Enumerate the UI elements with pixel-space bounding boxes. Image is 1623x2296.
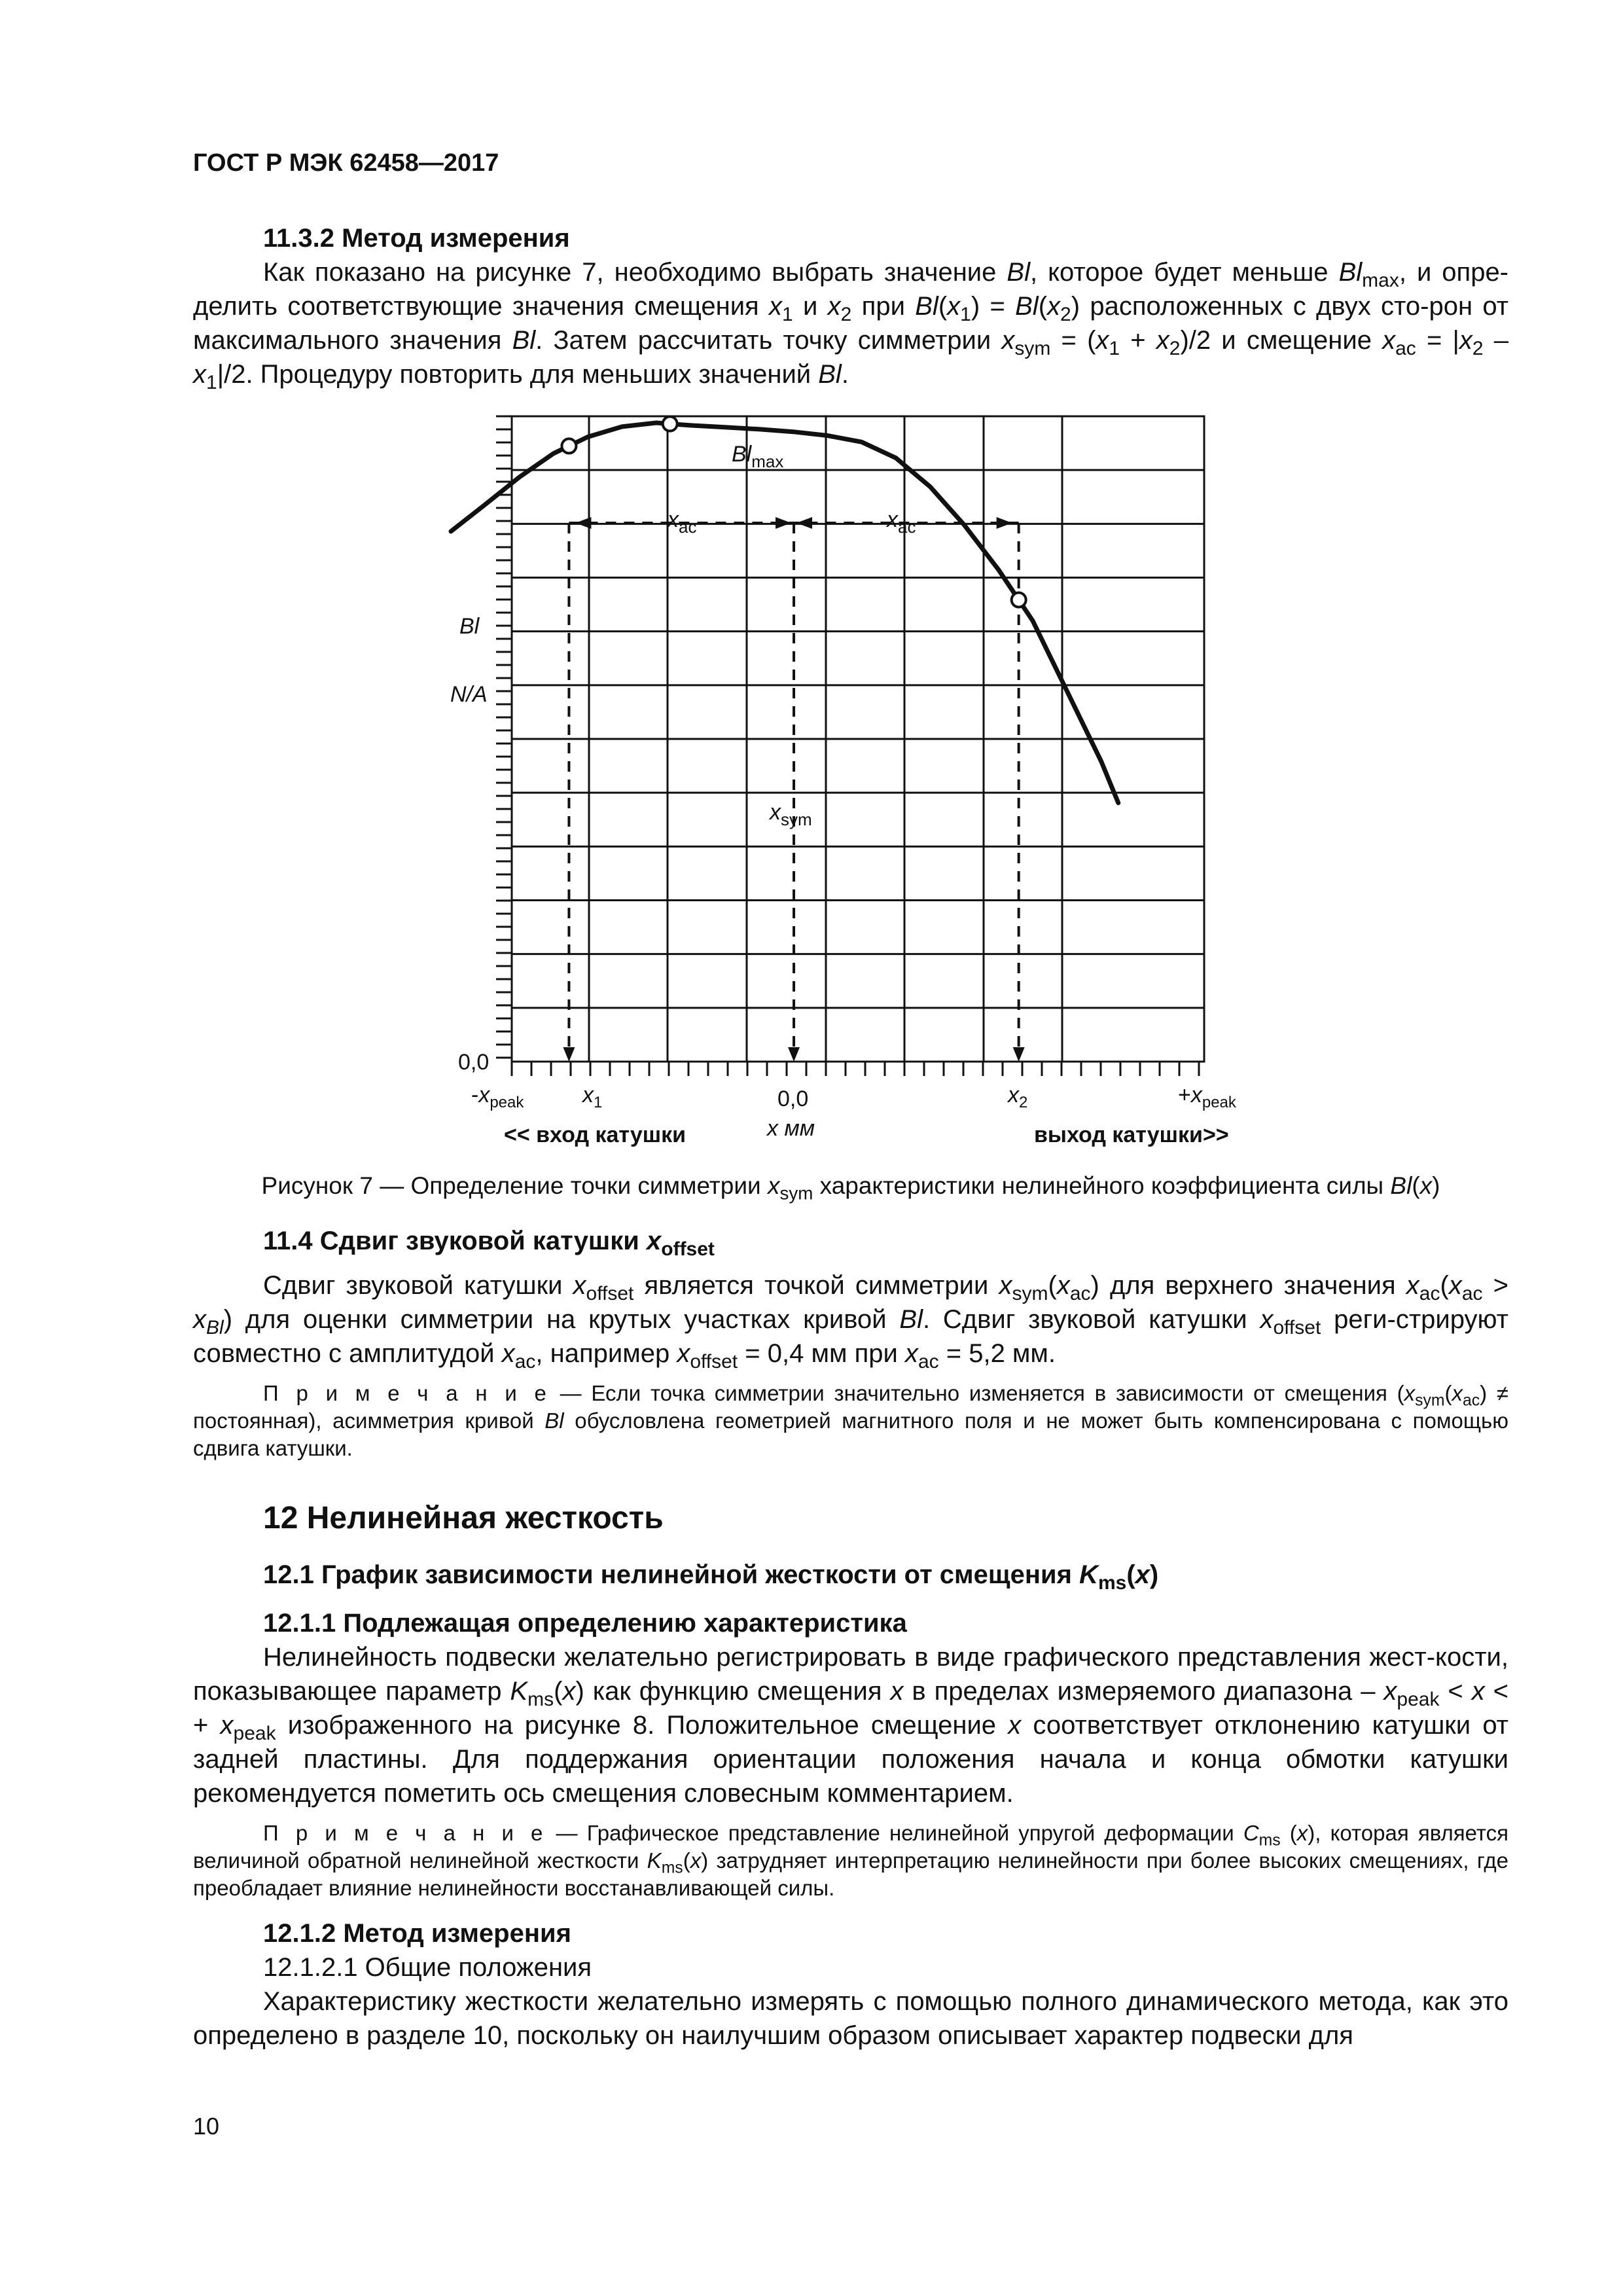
xsym-arrowhead [788, 1047, 800, 1062]
note: П р и м е ч а н и е — Если точка симметрии значительно изменяется в зависимости от смещения ($x_{sym}(x_{ac})$ ≠ постоянная), асимметрия кривой Bl обусловлена геометрией магнитного поля и не может быть компенсирована с помощью сдвига катушки. [193, 1381, 1508, 1460]
x1-point [562, 439, 576, 453]
xac-label-left: $x_{ac}$ [668, 507, 697, 537]
xac-left-arrowhead-start [575, 517, 591, 529]
chart-marks [451, 417, 1118, 1062]
paragraph: Характеристику жесткости желательно измерять с помощью полного динамического метода, как это определено в разделе 10, поскольку он наилучшим образом описывает характер подвески для [193, 1987, 1508, 2050]
xac-label-right: $x_{ac}$ [887, 507, 916, 537]
x-tick-x2: $x_2$ [1008, 1083, 1028, 1111]
xsym-label: $x_{sym}$ [770, 800, 812, 829]
section-title: 12 Нелинейная жесткость [263, 1501, 664, 1535]
y-axis-label-unit: N/A [450, 682, 488, 707]
xac-left-arrowhead-end [776, 517, 791, 529]
x1-arrowhead [563, 1047, 575, 1062]
bl-curve-series [451, 423, 1118, 803]
figure-7-caption: Рисунок 7 — Определение точки симметрии $x_{sym}$ характеристики нелинейного коэффициента силы Bl(x) [261, 1172, 1440, 1204]
y-axis-label-bl: Bl [459, 614, 480, 639]
chart-grid [496, 416, 1204, 1076]
blmax-point [663, 417, 677, 431]
left-coil-caption: << вход катушки [504, 1122, 687, 1147]
paragraph: Сдвиг звуковой катушки $x_{offset}$ является точкой симметрии $x_{sym}(x_{ac})$ для верхнего значения $x_{ac}(x_{ac} > x_{Bl})$ для оценки симметрии на крутых участках кривой Bl. Сдвиг звуковой катушки $x_{offset}$ реги-стрируют совместно с амплитудой $x_{ac}$, например $x_{offset} = 0,4$ мм при $x_{ac} = 5,2$ мм. [193, 1271, 1508, 1372]
page-number: 10 [193, 2113, 220, 2140]
x2-arrowhead [1013, 1047, 1025, 1062]
paragraph: Нелинейность подвески желательно регистрировать в виде графического представления жест-кости, показывающее параметр $K_{ms}(x)$ как функцию смещения x в пределах измеряемого диапазона – $x_{peak} < x$ < + $x_{peak}$ изображенного на рисунке 8. Положительное смещение x соответствует отклонению катушки от задней пластины. Для поддержания ориентации положения начала и конца обмотки катушки рекомендуется пометить ось смещения словесным комментарием. [193, 1643, 1508, 1808]
note: П р и м е ч а н и е — Графическое представление нелинейной упругой деформации $C_{ms}$ (x), которая является величиной обратной нелинейной жесткости $K_{ms}(x)$ затрудняет интерпретацию нелинейности при более высоких смещениях, где преобладает влияние нелинейности восстанавливающей силы. [193, 1821, 1508, 1900]
x-tick-minus-xpeak: $-x_{peak}$ [471, 1083, 524, 1111]
right-coil-caption: выход катушки>> [1034, 1122, 1229, 1147]
x-tick-zero: 0,0 [777, 1086, 809, 1111]
subsection-title: 12.1.2 Метод измерения [263, 1919, 571, 1948]
blmax-label: $Bl_{max}$ [732, 442, 784, 471]
section-11-4 [193, 1224, 1508, 1462]
section-title: 11.3.2 Метод измерения [263, 224, 570, 253]
y-tick-zero: 0,0 [458, 1050, 490, 1075]
figure-caption-block [193, 1170, 1508, 1202]
subsection-title: 12.1.1 Подлежащая определению характеристика [263, 1609, 907, 1638]
section-11-3-2 [193, 221, 1508, 391]
subsection-title-plain: 12.1.2.1 Общие положения [263, 1953, 592, 1982]
plot-frame [512, 416, 1204, 1062]
section-title: 11.4 Сдвиг звуковой катушки $x_{offset}$ [263, 1227, 715, 1260]
x2-point [1012, 593, 1026, 607]
x-tick-x1: $x_1$ [582, 1083, 603, 1111]
subsection-title: 12.1 График зависимости нелинейной жесткости от смещения $K_{ms}(x)$ [263, 1560, 1159, 1594]
xac-right-arrowhead-start [796, 517, 812, 529]
chart-text [450, 442, 1237, 1147]
paragraph: Как показано на рисунке 7, необходимо выбрать значение Bl, которое будет меньше $Bl_{max}$, и опре-делить соответствующие значения смещения $x_1$ и $x_2$ при $Bl(x_1) = Bl(x_2)$ расположенных с двух сто-рон от максимального значения Bl. Затем рассчитать точку симметрии $x_{sym} = (x_1 + x_2)/2$ и смещение $x_{ac} = |x_2 - x_1|/2$. Процедуру повторить для меньших значений Bl. [193, 258, 1509, 393]
xac-right-arrowhead-end [997, 517, 1012, 529]
section-12 [193, 1499, 1508, 2053]
x-tick-plus-xpeak: $+x_{peak}$ [1178, 1083, 1236, 1111]
document-header: ГОСТ Р МЭК 62458—2017 [193, 149, 499, 177]
x-axis-label: x мм [767, 1116, 815, 1141]
